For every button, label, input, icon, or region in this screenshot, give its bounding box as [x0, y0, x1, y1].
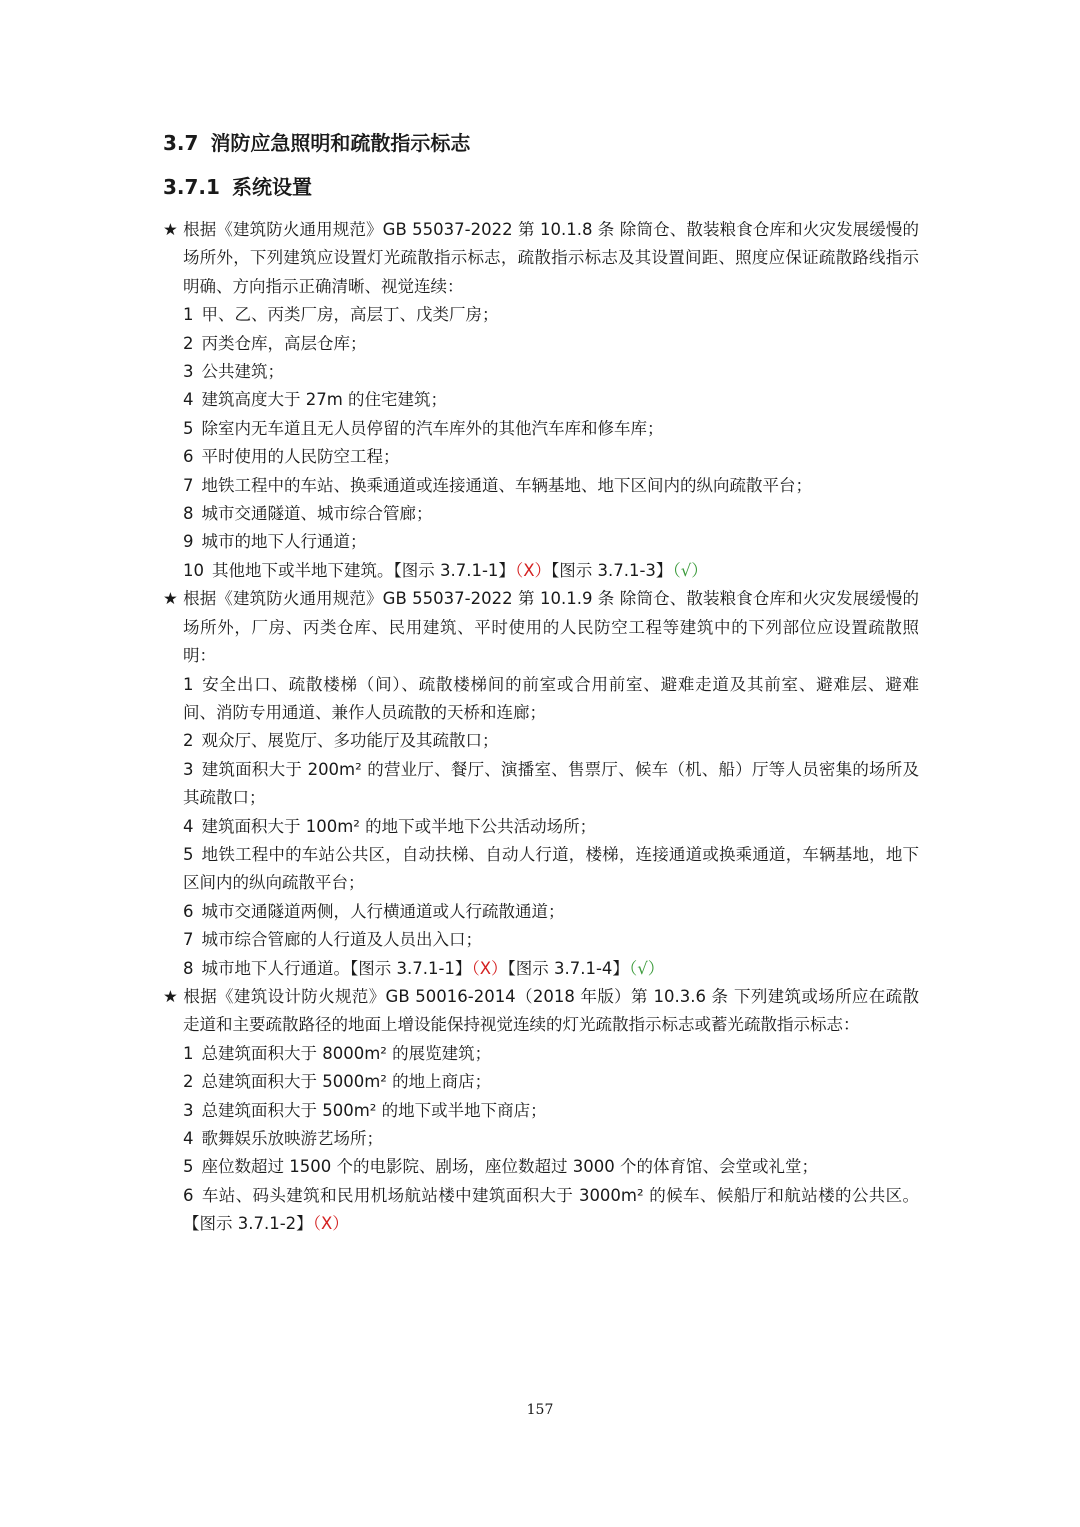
item-number: 6 [183, 1185, 194, 1205]
list-item [163, 671, 919, 728]
item-number: 8 [183, 504, 194, 524]
item-text: 城市综合管廊的人行道及人员出入口； [201, 930, 482, 950]
item-number: 5 [183, 418, 194, 438]
item-number: 7 [183, 475, 194, 495]
item-text: 公共建筑； [201, 362, 284, 382]
section-number: 3.7 [163, 131, 199, 155]
clause-1 [163, 216, 919, 585]
item-number: 3 [183, 759, 194, 779]
item-number: 2 [183, 731, 194, 751]
item-text: 地铁工程中的车站公共区，自动扶梯、自动人行道，楼梯，连接通道或换乘通道，车辆基地，地下区间内的纵向疏散平台； [183, 844, 919, 893]
subsection-title: 系统设置 [231, 175, 312, 199]
item-text: 总建筑面积大于 500m² 的地下或半地下商店； [201, 1100, 547, 1120]
list-item [163, 500, 919, 528]
item-number: 10 [183, 560, 204, 580]
subsection-heading [163, 172, 312, 202]
item-number: 5 [183, 844, 194, 864]
item-text: 安全出口、疏散楼梯（间）、疏散楼梯间的前室或合用前室、避难走道及其前室、避难层、避难间、消防专用通道、兼作人员疏散的天桥和连廊； [183, 674, 919, 722]
item-number: 2 [183, 333, 194, 353]
item-text: 城市交通隧道、城市综合管廊； [201, 504, 433, 524]
item-number: 1 [183, 305, 194, 325]
item-text: 车站、码头建筑和民用机场航站楼中建筑面积大于 3000m² 的候车、候船厅和航站楼的公共区。 [201, 1185, 919, 1205]
item-number: 6 [183, 447, 194, 467]
item-number: 4 [183, 1129, 194, 1148]
item-text: 除室内无车道且无人员停留的汽车库外的其他汽车库和修车库； [201, 418, 664, 438]
list-item [163, 301, 919, 329]
list-item [163, 898, 919, 926]
list-item [163, 727, 919, 755]
list-item [163, 756, 919, 813]
item-text: 其他地下或半地下建筑。 [212, 560, 394, 580]
clause-3 [163, 983, 919, 1239]
clause-intro-text: 根据《建筑防火通用规范》GB 55037-2022 第 10.1.8 条 除筒仓、散装粮食仓库和火灾发展缓慢的场所外，下列建筑应设置灯光疏散指示标志，疏散指示标志及其设置间距、照度应保证疏散路线指示明确、方向指示正确清晰、视觉连续： [183, 220, 919, 296]
item-number: 9 [183, 532, 194, 552]
page-number: 157 [526, 1402, 554, 1418]
list-item [163, 386, 919, 414]
clause-intro [163, 216, 919, 301]
list-item [163, 1125, 919, 1153]
item-number: 4 [183, 816, 194, 836]
item-text: 总建筑面积大于 5000m² 的地上商店； [201, 1072, 492, 1092]
check-mark-icon: （√） [628, 958, 665, 978]
list-item [163, 926, 919, 954]
body-content [163, 216, 919, 1239]
item-number: 4 [183, 390, 194, 410]
list-item [163, 1040, 919, 1068]
star-icon: ★ [163, 220, 178, 239]
item-text: 平时使用的人民防空工程； [201, 447, 400, 467]
list-item-last [163, 955, 919, 983]
star-icon: ★ [163, 986, 178, 1006]
list-item [163, 472, 919, 500]
list-item [163, 443, 919, 471]
list-item-last [163, 1182, 919, 1239]
list-item [163, 813, 919, 841]
item-number: 2 [183, 1072, 194, 1092]
figure-reference[interactable]: 【图示 3.7.1-4】 [507, 958, 629, 978]
item-number: 7 [183, 930, 194, 950]
list-item [163, 330, 919, 358]
item-text: 歌舞娱乐放映游艺场所； [201, 1129, 383, 1148]
item-text: 观众厅、展览厅、多功能厅及其疏散口； [201, 731, 499, 751]
item-text: 城市的地下人行通道； [201, 532, 367, 552]
figure-reference[interactable]: 【图示 3.7.1-1】 [350, 958, 472, 978]
list-item [163, 528, 919, 556]
item-text: 甲、乙、丙类厂房，高层丁、戊类厂房； [201, 305, 499, 325]
clause-intro-text: 根据《建筑防火通用规范》GB 55037-2022 第 10.1.9 条 除筒仓、散装粮食仓库和火灾发展缓慢的场所外，厂房、丙类仓库、民用建筑、平时使用的人民防空工程等建筑中的下列部位应设置疏散照明： [183, 589, 919, 666]
figure-reference[interactable]: 【图示 3.7.1-2】 [183, 1214, 313, 1234]
list-item [163, 1068, 919, 1096]
list-item [163, 1097, 919, 1125]
list-item [163, 358, 919, 386]
clause-intro [163, 983, 919, 1040]
cross-mark-icon: （X） [514, 560, 551, 580]
clause-intro [163, 585, 919, 670]
subsection-number: 3.7.1 [163, 175, 220, 199]
item-text: 建筑高度大于 27m 的住宅建筑； [201, 390, 448, 410]
item-text: 城市交通隧道两侧，人行横通道或人行疏散通道； [201, 901, 565, 921]
check-mark-icon: （√） [672, 560, 708, 580]
item-number: 1 [183, 1043, 194, 1063]
item-number: 3 [183, 1100, 194, 1120]
item-text: 建筑面积大于 100m² 的地下或半地下公共活动场所； [201, 816, 597, 836]
section-heading [163, 128, 470, 158]
item-number: 1 [183, 674, 194, 694]
clause-2 [163, 585, 919, 983]
item-number: 8 [183, 958, 194, 978]
item-text: 建筑面积大于 200m² 的营业厅、餐厅、演播室、售票厅、候车（机、船）厅等人员密集的场所及其疏散口； [183, 759, 919, 808]
item-text: 地铁工程中的车站、换乘通道或连接通道、车辆基地、地下区间内的纵向疏散平台； [201, 475, 812, 495]
figure-reference[interactable]: 【图示 3.7.1-3】 [551, 560, 673, 580]
item-number: 5 [183, 1157, 194, 1177]
section-title: 消防应急照明和疏散指示标志 [210, 131, 471, 155]
item-number: 3 [183, 362, 194, 382]
item-text: 城市地下人行通道。 [201, 958, 350, 978]
item-text: 总建筑面积大于 8000m² 的展览建筑； [201, 1043, 492, 1063]
cross-mark-icon: （X） [471, 958, 508, 978]
list-item [163, 841, 919, 898]
item-number: 6 [183, 901, 194, 921]
list-item [163, 415, 919, 443]
figure-reference[interactable]: 【图示 3.7.1-1】 [393, 560, 515, 580]
item-text: 座位数超过 1500 个的电影院、剧场，座位数超过 3000 个的体育馆、会堂或礼堂； [201, 1157, 818, 1177]
cross-mark-icon: （X） [312, 1214, 349, 1234]
list-item [163, 1153, 919, 1181]
clause-intro-text: 根据《建筑设计防火规范》GB 50016-2014（2018 年版）第 10.3.6 条 下列建筑或场所应在疏散走道和主要疏散路径的地面上增设能保持视觉连续的灯光疏散指示标志或蓄光疏散指示标志： [183, 986, 919, 1035]
list-item-last [163, 557, 919, 585]
star-icon: ★ [163, 589, 178, 609]
item-text: 丙类仓库，高层仓库； [201, 333, 367, 353]
